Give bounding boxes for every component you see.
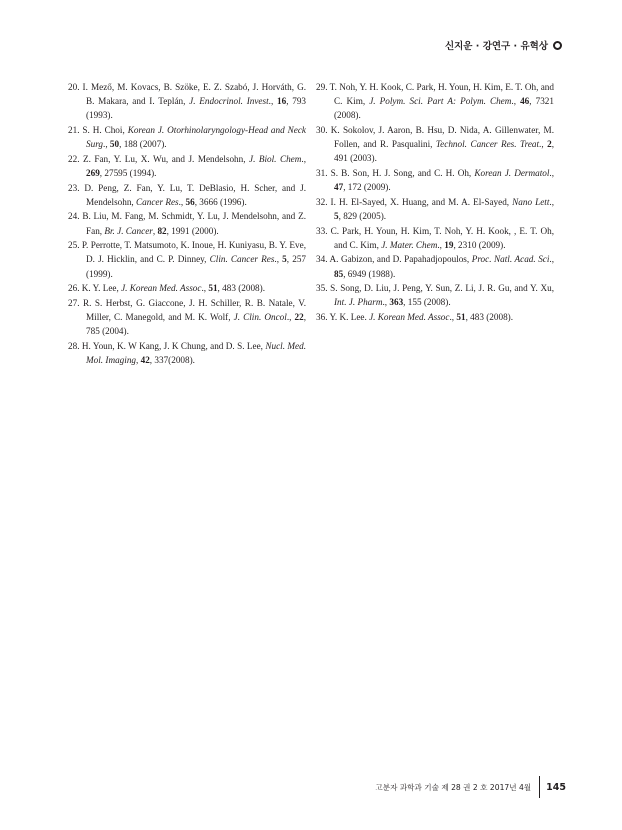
reference-item xyxy=(316,166,554,194)
reference-item xyxy=(68,209,306,237)
reference-item xyxy=(68,123,306,151)
volume-number: 2 xyxy=(547,139,552,150)
reference-number: 32. xyxy=(316,196,328,207)
journal-name: J. Endocrinol. Invest xyxy=(189,96,269,107)
reference-text: , 2310 (2009). xyxy=(453,239,506,250)
journal-name: Br. J. Cancer xyxy=(104,225,153,236)
journal-name: J. Clin. Oncol xyxy=(233,311,287,322)
reference-item xyxy=(68,281,306,295)
reference-number: 34. xyxy=(316,254,328,265)
reference-text: ., xyxy=(549,254,555,265)
volume-number: 46 xyxy=(520,96,530,107)
reference-item xyxy=(316,224,554,252)
reference-text: ., xyxy=(103,139,110,150)
reference-text: Z. Fan, Y. Lu, X. Wu, and J. Mendelsohn, xyxy=(82,153,250,164)
reference-text: , 172 (2009). xyxy=(343,182,391,193)
reference-text: H. Youn, K. W Kang, J. K Chung, and D. S. Lee, xyxy=(81,340,266,351)
reference-text: K. Sokolov, J. Aaron, B. Hsu, D. Nida, A. Gillenwater, M. Follen, and R. Pasqualini, xyxy=(330,125,555,150)
reference-number: 26. xyxy=(68,283,80,294)
reference-text: S. H. Choi, xyxy=(82,125,128,135)
reference-text: I. Mező, M. Kovacs, B. Szöke, E. Z. Szabó, J. Horváth, G. B. Makara, and I. Teplán, xyxy=(82,82,307,107)
journal-name: J. Biol. Chem xyxy=(249,153,302,164)
journal-name: J. Polym. Sci. Part A: Polym. Chem xyxy=(369,96,512,107)
reference-text: , 6949 (1988). xyxy=(343,268,396,279)
reference-text: ., xyxy=(201,283,209,294)
reference-number: 28. xyxy=(68,340,80,351)
references-right-column xyxy=(316,80,554,325)
reference-text: , 491 (2003). xyxy=(334,139,554,164)
reference-item xyxy=(316,252,554,280)
reference-text: , 155 (2008). xyxy=(403,297,451,308)
reference-text: P. Perrotte, T. Matsumoto, K. Inoue, H. Kuniyasu, B. Y. Eve, D. J. Hicklin, and C. P. Dinney, xyxy=(81,240,307,265)
reference-number: 20. xyxy=(68,82,80,92)
reference-text: , 793 (1993). xyxy=(86,96,307,121)
reference-text: S. Song, D. Liu, J. Peng, Y. Sun, Z. Li, J. R. Gu, and Y. Xu, xyxy=(330,283,554,294)
reference-text: , 337(2008). xyxy=(149,354,195,365)
reference-text: , 1991 (2000). xyxy=(166,225,219,236)
journal-name: Proc. Natl. Acad. Sci xyxy=(471,254,550,265)
reference-text: ., xyxy=(286,311,295,322)
footer-journal: 고분자 과학과 기술 제 28 권 2 호 2017년 4월 xyxy=(375,782,532,792)
journal-name: J. Korean Med. Assoc xyxy=(369,311,450,322)
reference-number: 31. xyxy=(316,168,328,178)
reference-text: ., xyxy=(449,311,457,322)
reference-text: ., xyxy=(549,168,555,178)
journal-name: J. Mater. Chem xyxy=(381,239,438,250)
reference-number: 35. xyxy=(316,283,328,294)
reference-text: ., xyxy=(382,297,390,308)
reference-text: ., xyxy=(511,96,521,107)
reference-text: ., xyxy=(549,196,555,207)
reference-text: , 257 (1999). xyxy=(86,254,307,279)
reference-number: 22. xyxy=(68,153,80,164)
volume-number: 5 xyxy=(334,211,339,221)
reference-text: T. Noh, Y. H. Kook, C. Park, H. Youn, H. Kim, E. T. Oh, and C. Kim, xyxy=(329,82,554,107)
journal-name: J. Korean Med. Assoc xyxy=(121,283,202,294)
volume-number: 363 xyxy=(389,297,404,308)
volume-number: 56 xyxy=(185,196,195,207)
reference-text: Y. K. Lee. xyxy=(329,311,370,322)
circle-mark-icon xyxy=(553,41,562,50)
reference-number: 21. xyxy=(68,125,80,135)
reference-number: 27. xyxy=(68,297,80,308)
reference-text: R. S. Herbst, G. Giaccone, J. H. Schiller, R. B. Natale, V. Miller, C. Manegold, and M. K. Wolf, xyxy=(82,297,307,322)
volume-number: 269 xyxy=(86,168,100,178)
page-footer xyxy=(375,776,566,798)
running-header xyxy=(445,38,562,52)
footer-divider xyxy=(539,776,540,798)
journal-name: Technol. Cancer Res. Treat xyxy=(435,139,540,150)
journal-name: Nucl. Med. Mol. Imaging xyxy=(86,340,307,365)
reference-item xyxy=(68,181,306,209)
reference-number: 30. xyxy=(316,125,328,135)
reference-text: S. B. Son, H. J. Song, and C. H. Oh, xyxy=(330,168,475,178)
page-number: 145 xyxy=(546,781,566,793)
reference-item xyxy=(68,152,306,180)
reference-text: , xyxy=(152,225,158,236)
reference-item xyxy=(68,238,306,281)
journal-name: Cancer Res xyxy=(136,196,179,207)
reference-item xyxy=(68,80,306,123)
reference-text: , 785 (2004). xyxy=(86,311,307,337)
reference-text: ., xyxy=(437,239,445,250)
volume-number: 82 xyxy=(157,225,167,236)
reference-text: I. H. El-Sayed, X. Huang, and M. A. El-Sayed, xyxy=(330,196,513,207)
volume-number: 51 xyxy=(208,283,218,294)
reference-text: C. Park, H. Youn, H. Kim, T. Noh, Y. H. Kook, , E. T. Oh, and C. Kim, xyxy=(330,225,555,250)
reference-number: 23. xyxy=(68,182,80,193)
reference-text: , 483 (2008). xyxy=(217,283,266,294)
reference-text: , 829 (2005). xyxy=(338,211,387,221)
volume-number: 5 xyxy=(282,254,287,265)
reference-item xyxy=(316,123,554,166)
reference-number: 24. xyxy=(68,211,80,222)
reference-text: D. Peng, Z. Fan, Y. Lu, T. DeBlasio, H. Scher, and J. Mendelsohn, xyxy=(84,182,307,207)
journal-name: Nano Lett xyxy=(512,196,550,207)
reference-text: ., xyxy=(274,254,283,265)
journal-name: Clin. Cancer Res xyxy=(209,254,275,265)
journal-name: Korean J. Otorhinolaryngology-Head and Neck Surg xyxy=(86,125,306,150)
reference-number: 29. xyxy=(316,82,328,92)
volume-number: 47 xyxy=(334,182,344,193)
reference-text: A. Gabizon, and D. Papahadjopoulos, xyxy=(329,254,472,265)
reference-text: , xyxy=(136,354,141,365)
reference-text: , 3666 (1996). xyxy=(194,196,247,207)
references-left-column xyxy=(68,80,306,368)
reference-text: ., xyxy=(268,96,277,107)
reference-item xyxy=(316,310,554,324)
reference-text: , 27595 (1994). xyxy=(99,168,157,178)
reference-number: 36. xyxy=(316,311,328,322)
volume-number: 42 xyxy=(140,354,150,365)
reference-text: ., xyxy=(539,139,548,150)
volume-number: 50 xyxy=(109,139,120,150)
reference-text: B. Liu, M. Fang, M. Schmidt, Y. Lu, J. Mendelsohn, and Z. Fan, xyxy=(82,211,307,236)
journal-name: Int. J. Pharm xyxy=(334,297,383,308)
reference-item xyxy=(316,195,554,223)
reference-item xyxy=(316,281,554,309)
reference-item xyxy=(68,296,306,339)
volume-number: 16 xyxy=(277,96,287,107)
reference-text: , 483 (2008). xyxy=(465,311,514,322)
header-authors: 신지운 · 강연구 · 유혁상 xyxy=(444,41,548,52)
volume-number: 19 xyxy=(444,239,454,250)
volume-number: 85 xyxy=(334,268,344,279)
reference-number: 25. xyxy=(68,240,80,251)
reference-item xyxy=(316,80,554,123)
volume-number: 51 xyxy=(456,311,466,322)
journal-name: Korean J. Dermatol xyxy=(474,168,550,178)
reference-text: ., xyxy=(301,153,306,164)
reference-text: , 188 (2007). xyxy=(119,139,167,150)
reference-text: ., xyxy=(178,196,186,207)
volume-number: 22 xyxy=(294,311,304,322)
reference-number: 33. xyxy=(316,225,328,236)
reference-text: , 7321 (2008). xyxy=(334,96,554,121)
reference-item xyxy=(68,339,306,367)
reference-text: K. Y. Lee, xyxy=(81,283,122,294)
